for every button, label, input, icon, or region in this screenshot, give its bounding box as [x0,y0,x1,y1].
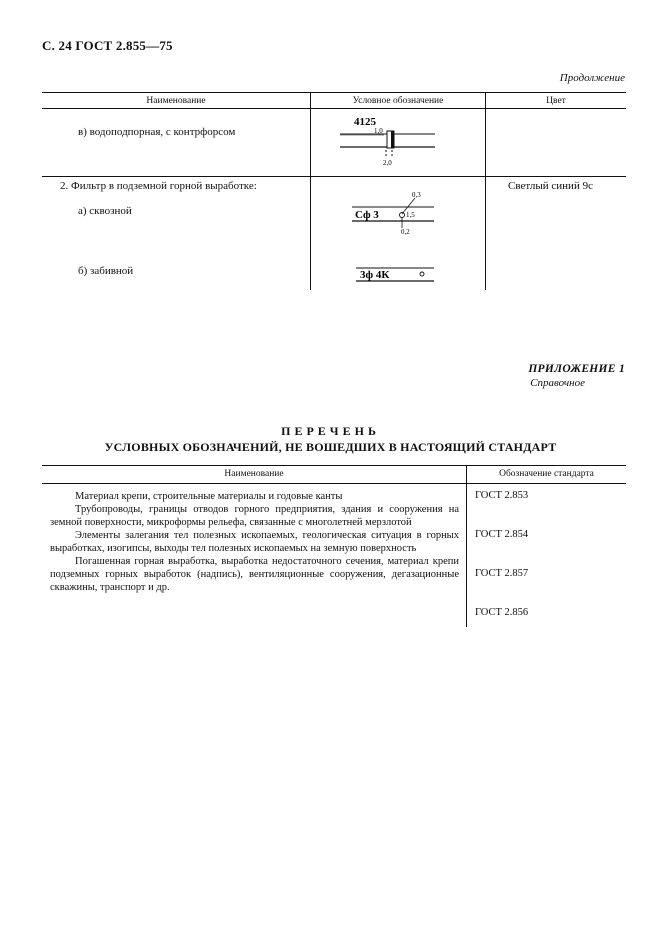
driven-filter-symbol [352,262,442,286]
table2-top-rule [42,465,626,466]
filter-dim-top: 0,3 [412,191,421,199]
table2-col-divider [466,465,467,627]
table2-head-rule [42,483,626,484]
page-header: С. 24 ГОСТ 2.855—75 [42,38,173,53]
table1-top-rule [42,92,626,93]
table1-row-color: Светлый синий 9с [508,180,593,192]
list-title: ПЕРЕЧЕНЬ [281,424,380,438]
table1-col-divider-1 [310,92,311,290]
table1-head-rule [42,108,626,109]
list-subtitle: УСЛОВНЫХ ОБОЗНАЧЕНИЙ, НЕ ВОШЕДШИХ В НАСТОЯЩИЙ СТАНДАРТ [104,440,557,454]
table1-row-name: в) водоподпорная, с контрфорсом [78,126,236,138]
through-filter-symbol [352,188,442,238]
driven-filter-label: 3ф 4К [360,269,390,281]
appendix-title: ПРИЛОЖЕНИЕ 1 [528,363,625,375]
table2-row-name: Трубопроводы, границы отводов горного предприятия, здания и сооружения на земной поверхности, микроформы рельефа, связанные с многолетней мерзлотой [50,504,459,528]
continuation-label: Продолжение [559,72,625,84]
table1-header-color: Цвет [546,96,566,106]
filter-dim-mid: 1,5 [406,211,415,219]
dam-dim-top: 1,0 [374,127,383,135]
dam-dim-bottom: 2,0 [383,159,392,167]
table1-col-divider-2 [485,92,486,290]
table2-header-name: Наименование [224,469,284,479]
table2-row-name: Элементы залегания тел полезных ископаемых, геологическая ситуация в горных выработках, изогипсы, выходы тел полезных ископаемых на земную поверхность [50,530,459,554]
table2-row-name: Погашенная горная выработка, выработка недостаточного сечения, материал крепи подземных горных выработок (надпись), вентиляционные сооружения, дегазационные скважины, транспорт и др. [50,556,459,593]
table1-row-name: а) сквозной [78,205,132,217]
table2-row-std: ГОСТ 2.853 [475,490,529,501]
table1-row-name: 2. Фильтр в подземной горной выработке: [60,180,257,192]
dam-symbol-label: 4125 [354,116,376,128]
table1-row-rule [42,176,626,177]
filter-symbol-label: Сф 3 [355,209,379,221]
table2-row-std: ГОСТ 2.854 [475,529,529,540]
table2-row-name: Материал крепи, строительные материалы и годовые канты [75,491,343,502]
table2-header-std: Обозначение стандарта [499,469,594,479]
filter-dim-bottom: 0,2 [401,228,410,236]
table2-row-std: ГОСТ 2.856 [475,607,529,618]
table1-header-symbol: Условное обозначение [352,96,444,106]
dam-symbol [340,112,450,170]
table1-header-name: Наименование [146,96,206,106]
table2-row-std: ГОСТ 2.857 [475,568,529,579]
table2-names [50,490,459,594]
appendix-subtitle: Справочное [530,377,585,389]
table1-row-name: б) забивной [78,265,134,277]
